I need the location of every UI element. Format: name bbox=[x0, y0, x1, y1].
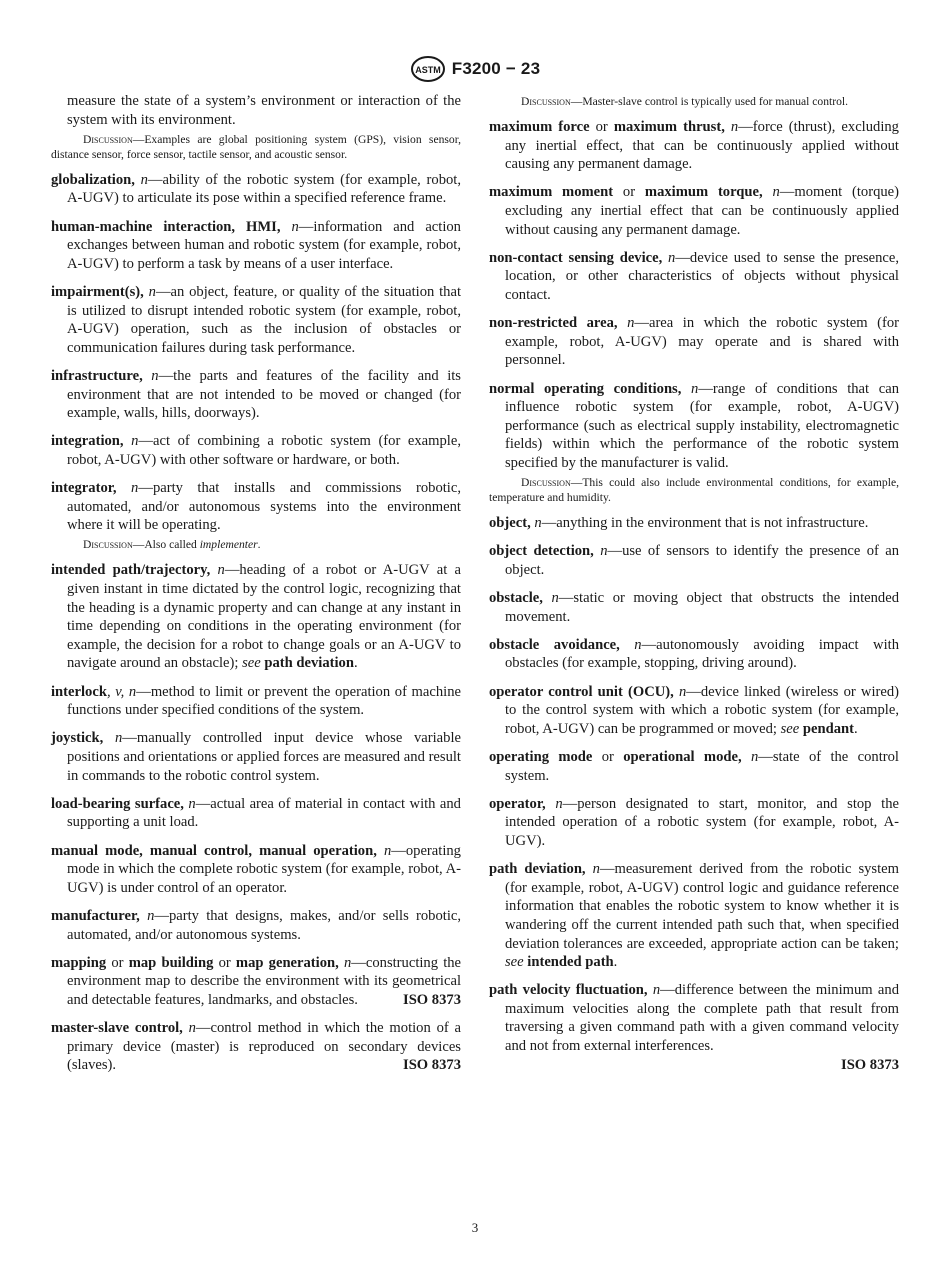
continued-definition: measure the state of a system’s environment or interaction of the system with its environment. bbox=[67, 93, 461, 128]
entry-integrator: integrator, n—party that installs and commissions robotic, automated, and/or autonomous systems into the environment where it will be operating. bbox=[51, 480, 461, 534]
entry-object-detection: object detection, n—use of sensors to identify the presence of an object. bbox=[489, 543, 900, 578]
entry-manufacturer: manufacturer, n—party that designs, makes, and/or sells robotic, automated, and/or autonomous systems. bbox=[51, 907, 461, 943]
reference-iso: ISO 8373 bbox=[841, 1056, 899, 1073]
entry-non-contact: non-contact sensing device, n—device used to sense the presence, location, or other characteristics of objects without physical contact. bbox=[489, 249, 900, 303]
entry-interlock: interlock, v, n—method to limit or prevent the operation of machine functions under specified conditions of the system. bbox=[51, 683, 461, 719]
entry-path-deviation: path deviation, n—measurement derived from the robotic system (for example, robot, A-UGV) control logic and guidance reference information that enables the robotic system to know whether it is wandering off the current intended path such that, when specified deviation tolerances are exceeded, appropriate action can be taken; see intended path. bbox=[489, 861, 899, 971]
entry-maximum-force: maximum force or maximum thrust, n—force (thrust), excluding any inertial effect, that can be continuously applied without causing any permanent damage. bbox=[489, 119, 899, 173]
astm-logo bbox=[410, 56, 446, 82]
entry-mapping: mapping or map building or map generation, n—constructing the environment map to describe the environment with its geometrical and detectable features, landmarks, and obstacles. ISO 8373 bbox=[51, 954, 462, 1008]
entry-integration: integration, n—act of combining a robotic system (for example, robot, A-UGV) with other software or hardware, or both. bbox=[51, 433, 461, 468]
entry-path-velocity: path velocity fluctuation, n—difference between the minimum and maximum velocities along the complete path that result from traversing a given command path with a given command velocity and not from external interferences. ISO 8373 bbox=[489, 982, 899, 1073]
entry-operator: operator, n—person designated to start, monitor, and stop the intended operation of a robotic system (for example, robot, A-UGV). bbox=[489, 795, 900, 849]
reference-iso: ISO 8373 bbox=[403, 1057, 461, 1074]
discussion-note: Discussion—Also called implementer. bbox=[83, 538, 261, 552]
entry-intended-path: intended path/trajectory, n—heading of a robot or A-UGV at a given instant in time dictated by the control logic, recognizing that the heading is a dynamic property and can change at any instant in time depending on conditions in the operating environment (for example, the decision for a robot to change goals or an A-UGV to navigate around an obstacle); see path deviation. bbox=[51, 562, 461, 672]
entry-obstacle: obstacle, n—static or moving object that obstructs the intended movement. bbox=[489, 590, 899, 625]
entry-manual-mode: manual mode, manual control, manual operation, n—operating mode in which the complete robotic system (for example, robot, A-UGV) is under control of an operator. bbox=[51, 842, 461, 896]
page-header bbox=[0, 56, 950, 82]
entry-master-slave: master-slave control, n—control method in which the motion of a primary device (master) is reproduced on secondary devices (slaves). ISO 8373 bbox=[51, 1020, 461, 1074]
entry-infrastructure: infrastructure, n—the parts and features of the facility and its environment that are not intended to be moved or changed (for example, walls, hills, doorways). bbox=[51, 367, 461, 422]
entry-object: object, n—anything in the environment that is not infrastructure. bbox=[489, 515, 869, 532]
entry-load-bearing: load-bearing surface, n—actual area of material in contact with and supporting a unit load. bbox=[51, 795, 461, 831]
page-number: 3 bbox=[471, 1220, 479, 1235]
discussion-note: Discussion—Examples are global positioning system (GPS), vision sensor, distance sensor, force sensor, tactile sensor, and acoustic sensor. bbox=[51, 132, 461, 161]
discussion-note: Discussion—This could also include environmental conditions, for example, temperature and humidity. bbox=[489, 476, 899, 505]
entry-joystick: joystick, n—manually controlled input device whose variable positions and orientations or applied forces are measured and result in commands to the robotic control system. bbox=[51, 730, 461, 784]
entry-maximum-moment: maximum moment or maximum torque, n—moment (torque) excluding any inertial effect that can be continuously applied without causing any permanent damage. bbox=[489, 184, 900, 238]
entry-impairments: impairment(s), n—an object, feature, or quality of the situation that is utilized to disrupt intended robotic system (for example, robot, A-UGV) operation, such as the inclusion of obstacles or communication failures during task performance. bbox=[51, 283, 461, 356]
left-column bbox=[51, 92, 461, 1084]
reference-iso: ISO 8373 bbox=[403, 991, 461, 1008]
entry-obstacle-avoidance: obstacle avoidance, n—autonomously avoiding impact with obstacles (for example, stopping, driving around). bbox=[489, 636, 899, 672]
entry-ocu: operator control unit (OCU), n—device linked (wireless or wired) to the control system with which a robotic system (for example, robot, A-UGV) can be programmed or moved; see pendant. bbox=[489, 683, 899, 737]
entry-globalization: globalization, n—ability of the robotic system (for example, robot, A-UGV) to articulate its pose within a specified reference frame. bbox=[51, 171, 461, 207]
standard-designation: F3200 − 23 bbox=[451, 59, 541, 78]
entry-hmi: human-machine interaction, HMI, n—information and action exchanges between human and robotic system (for example, robot, A-UGV) to perform a task by means of a user interface. bbox=[51, 218, 461, 272]
discussion-note: Discussion—Master-slave control is typically used for manual control. bbox=[521, 95, 849, 108]
right-column bbox=[489, 92, 899, 1074]
entry-operating-mode: operating mode or operational mode, n—state of the control system. bbox=[489, 748, 899, 784]
entry-normal-operating: normal operating conditions, n—range of conditions that can influence robotic system (for example, robot, A-UGV) performance (such as electrical supply instability, electromagnetic fields) within which the performance of the robotic system specified by the manufacturer is valid. bbox=[489, 380, 899, 471]
logo-text: ASTM bbox=[415, 65, 441, 75]
entry-non-restricted: non-restricted area, n—area in which the robotic system (for example, robot, A-UGV) may operate and is shared with personnel. bbox=[489, 315, 899, 369]
